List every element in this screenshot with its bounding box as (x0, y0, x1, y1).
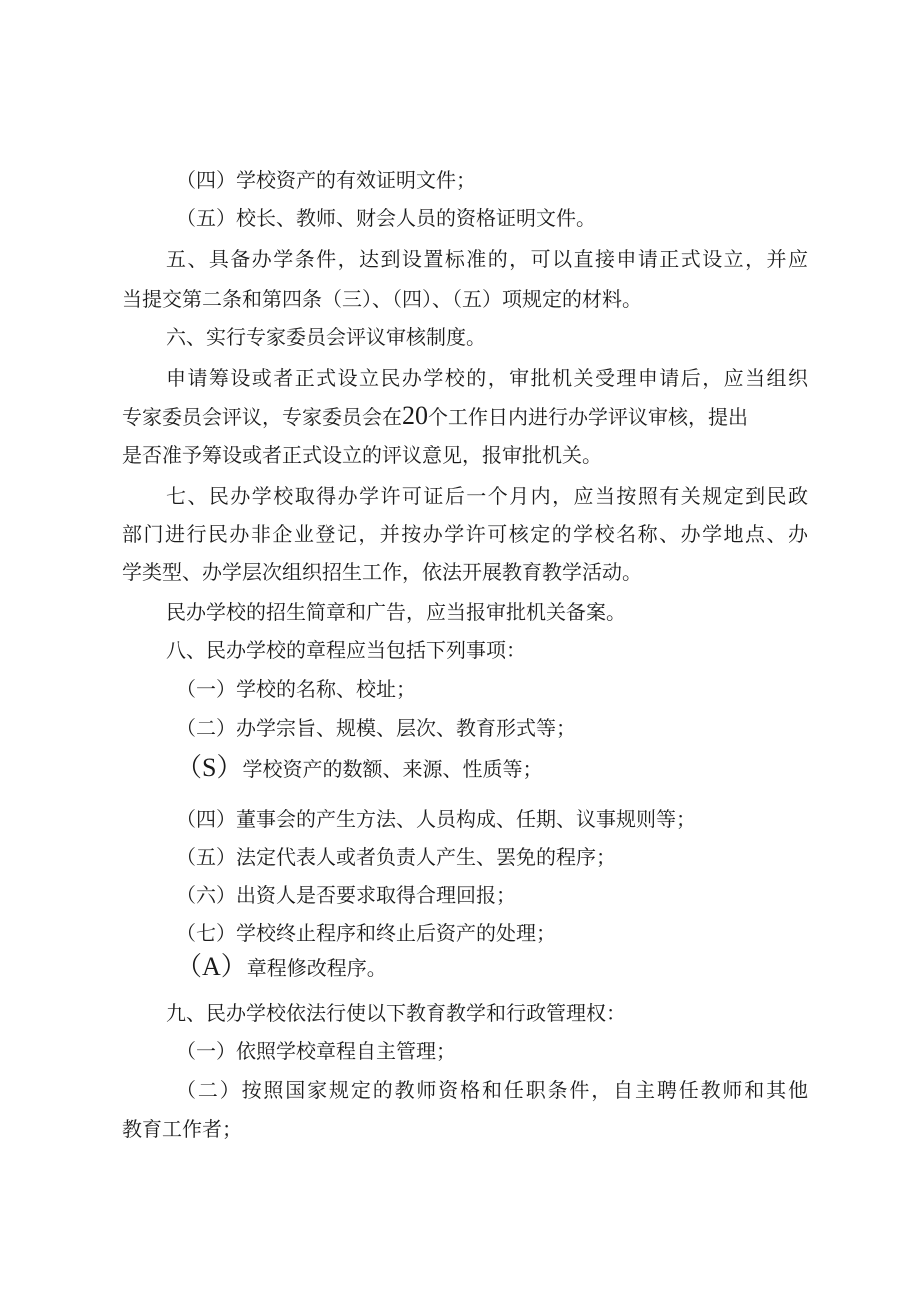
text-line: 当提交第二条和第四条（三）、（四）、（五）项规定的材料。 (122, 287, 642, 311)
list-item: （五）法定代表人或者负责人产生、罢免的程序； (176, 845, 616, 869)
text-line: 教育工作者； (122, 1117, 242, 1141)
list-item (176, 952, 387, 983)
list-item: （二）按照国家规定的教师资格和任职条件，自主聘任教师和其他 (176, 1078, 808, 1102)
text-line: （五）校长、教师、财会人员的资格证明文件。 (176, 206, 596, 230)
list-item: （一）学校的名称、校址； (176, 677, 416, 701)
text-line: 民办学校的招生简章和广告，应当报审批机关备案。 (166, 600, 626, 624)
text-line: 七、民办学校取得办学许可证后一个月内，应当按照有关规定到民政 (166, 484, 808, 508)
text-line: 六、实行专家委员会评议审核制度。 (166, 325, 486, 349)
list-item (176, 753, 542, 784)
number-20: 20 (402, 401, 428, 430)
marker-a: （A） (176, 952, 247, 981)
text-segment: 学校资产的数额、来源、性质等； (242, 757, 543, 781)
text-segment: 个工作日内进行办学评议审核，提出 (428, 405, 748, 429)
list-item: （四）董事会的产生方法、人员构成、任期、议事规则等； (176, 807, 696, 831)
list-item: （七）学校终止程序和终止后资产的处理； (176, 921, 556, 945)
marker-s: （S） (176, 753, 243, 782)
list-item: （二）办学宗旨、规模、层次、教育形式等； (176, 716, 576, 740)
text-line: 部门进行民办非企业登记，并按办学许可核定的学校名称、办学地点、办 (122, 522, 808, 546)
list-item: （六）出资人是否要求取得合理回报； (176, 883, 516, 907)
text-line: 是否准予筹设或者正式设立的评议意见，报审批机关。 (122, 443, 602, 467)
text-line: 五、具备办学条件，达到设置标准的，可以直接申请正式设立，并应 (166, 247, 808, 271)
text-line: 申请筹设或者正式设立民办学校的，审批机关受理申请后，应当组织 (166, 366, 808, 390)
text-segment: 章程修改程序。 (246, 956, 387, 980)
text-line: （四）学校资产的有效证明文件； (176, 168, 476, 192)
text-line (122, 401, 748, 432)
text-line: 学类型、办学层次组织招生工作，依法开展教育教学活动。 (122, 560, 642, 584)
text-line: 九、民办学校依法行使以下教育教学和行政管理权： (166, 1001, 626, 1025)
text-line: 八、民办学校的章程应当包括下列事项： (166, 638, 526, 662)
list-item: （一）依照学校章程自主管理； (176, 1039, 456, 1063)
text-segment: 专家委员会评议，专家委员会在 (122, 405, 402, 429)
